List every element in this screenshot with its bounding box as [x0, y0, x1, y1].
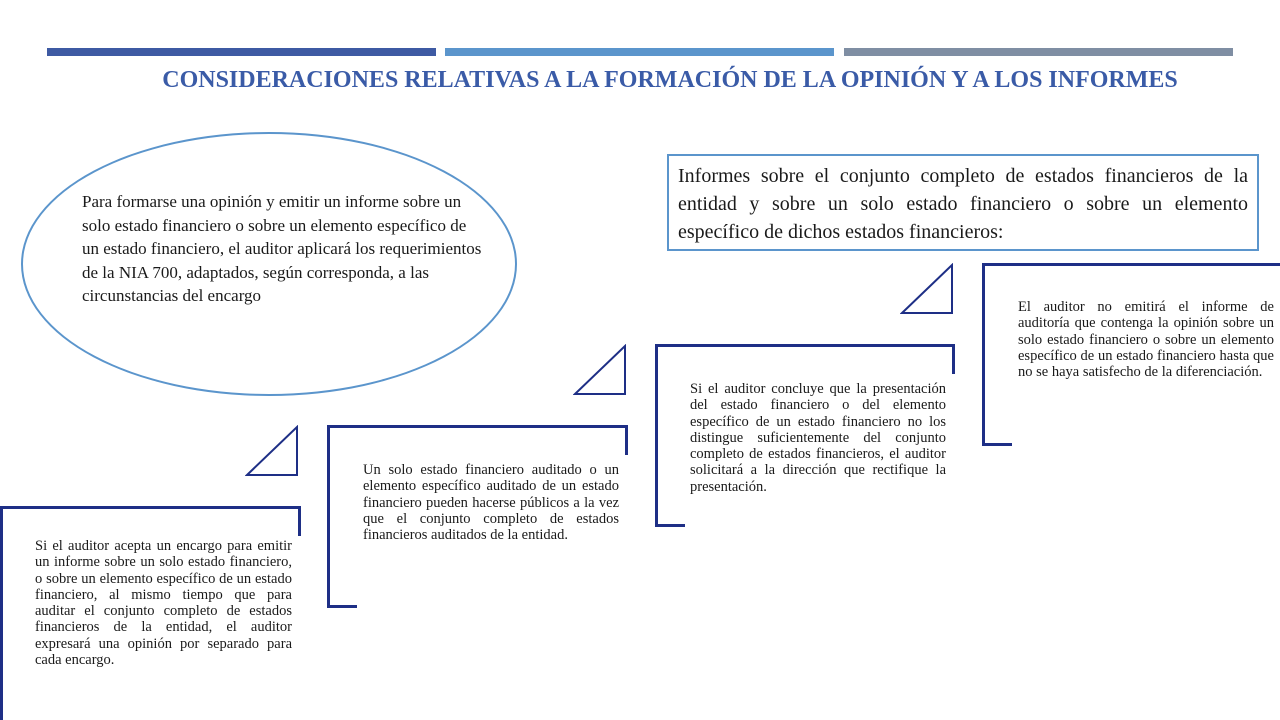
- step-triangle-2: [573, 344, 627, 396]
- slide-title: CONSIDERACIONES RELATIVAS A LA FORMACIÓN DE LA OPINIÓN Y A LOS INFORMES: [162, 67, 1178, 93]
- step-text-4: El auditor no emitirá el informe de auditoría que contenga la opinión sobre un solo estado financiero o sobre un elemento específico de un estado financiero hasta que no se haya satisfecho de la diferenciación.: [1018, 299, 1274, 381]
- step-frame-4-foot: [982, 443, 1012, 446]
- step-frame-2-tab: [625, 425, 628, 455]
- ellipse-callout-text: Para formarse una opinión y emitir un informe sobre un solo estado financiero o sobre un elemento específico de un estado financiero, el auditor aplicará los requerimientos de la NIA 700, adaptados, según corresponda, a las circunstancias del encargo: [82, 192, 482, 305]
- step-frame-3-tab: [952, 344, 955, 374]
- header-bar-right: [844, 48, 1233, 56]
- step-triangle-3: [900, 263, 954, 315]
- step-frame-2-foot: [327, 605, 357, 608]
- info-box: Informes sobre el conjunto completo de estados financieros de la entidad y sobre un solo estado financiero o sobre un elemento específico de dichos estados financieros:: [667, 154, 1259, 251]
- step-text-2: Un solo estado financiero auditado o un elemento específico auditado de un estado financiero pueden hacerse públicos a la vez que el conjunto completo de estados financieros auditados de la entidad.: [363, 462, 619, 544]
- step-frame-1-tab: [298, 506, 301, 536]
- step-text-1: Si el auditor acepta un encargo para emitir un informe sobre un solo estado financiero, o sobre un elemento específico de un estado financiero, al mismo tiempo que para auditar el conjunto completo de estados financieros de la entidad, el auditor expresará una opinión por separado para cada encargo.: [35, 538, 292, 669]
- step-frame-3-foot: [655, 524, 685, 527]
- header-bar-middle: [445, 48, 834, 56]
- step-text-3: Si el auditor concluye que la presentación del estado financiero o del elemento específico de un estado financiero no los distingue suficientemente del conjunto completo de estados financieros, el auditor solicitará a la dirección que rectifique la presentación.: [690, 381, 946, 495]
- header-bar-left: [47, 48, 436, 56]
- step-triangle-1: [245, 425, 299, 477]
